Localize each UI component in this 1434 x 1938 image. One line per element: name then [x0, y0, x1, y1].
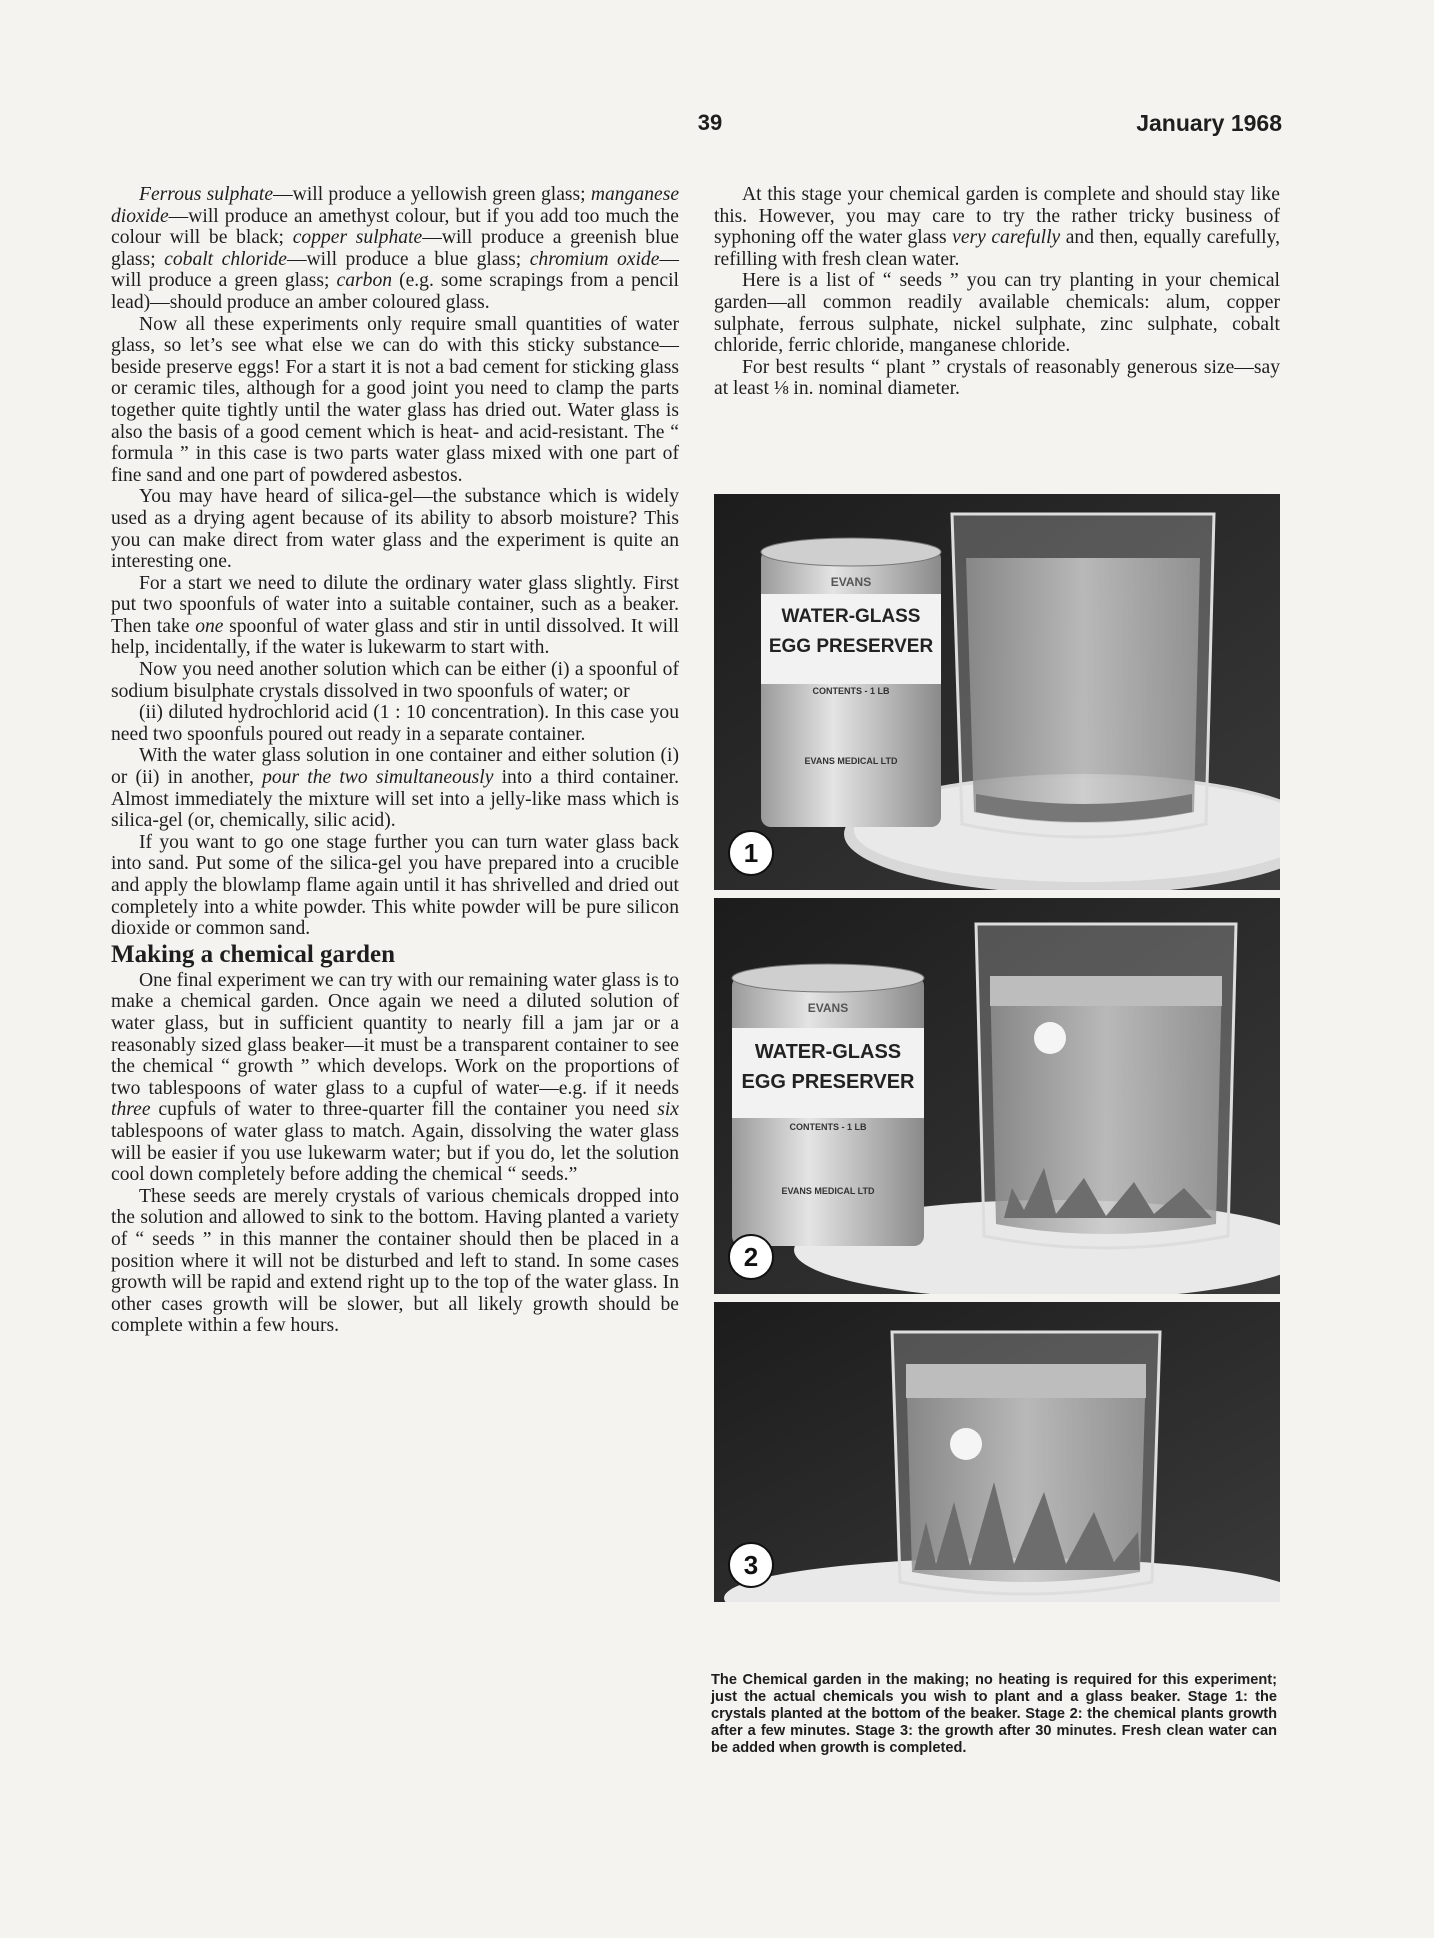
italic-term: six	[657, 1099, 679, 1121]
right-paragraph	[714, 270, 1280, 356]
right-column	[714, 184, 1280, 400]
stage-badge-2: 2	[728, 1234, 774, 1280]
text-run: —will produce a greenish blue glass;	[111, 227, 679, 270]
text-run: One final experiment we can try with our remaining water glass is to make a chemical garden. Once again we need a diluted solution of water glass, but in sufficient quantity to nearly fill a jam jar or a reasonably sized glass beaker—it must be a transparent container to see the chemical “ growth ” which develops. Work on the proportions of two tablespoons of water glass to a cupful of water—e.g. if it needs	[111, 969, 679, 1099]
text-run: and then, equally carefully, refilling with fresh clean water.	[714, 227, 1281, 270]
left-paragraph	[111, 486, 679, 572]
photo-3-illustration	[714, 1302, 1280, 1602]
italic-term: manganese dioxide	[111, 184, 680, 227]
stage-badge-1: 1	[728, 830, 774, 876]
right-paragraph	[714, 357, 1280, 400]
tin-line2-2: EGG PRESERVER	[741, 1071, 915, 1093]
text-run: —will produce a yellowish green glass;	[273, 184, 591, 205]
text-run: These seeds are merely crystals of various chemicals dropped into the solution and allowed to sink to the bottom. Having planted a variety of “ seeds ” in this manner the container should then be placed in a position where it will not be disturbed and left to stand. In some cases growth will be rapid and extend right up to the top of the water glass. In other cases growth will be slower, but all likely growth should be complete within a few hours.	[111, 1185, 679, 1337]
left-paragraph	[111, 745, 679, 831]
text-run: For a start we need to dilute the ordinary water glass slightly. First put two spoonfuls of water into a suitable container, such as a beaker. Then take	[111, 572, 679, 637]
italic-term: carbon	[336, 270, 393, 292]
photo-stack	[714, 494, 1280, 1610]
page-number: 39	[697, 110, 723, 135]
section-heading: Making a chemical garden	[111, 940, 396, 968]
text-run: For best results “ plant ” crystals of reasonably generous size—say at least ⅛ in. nominal diameter.	[714, 356, 1280, 400]
italic-term: copper sulphate	[292, 227, 423, 249]
right-paragraph	[714, 184, 1280, 270]
photo-2-illustration	[714, 898, 1280, 1294]
italic-term: chromium oxide	[529, 248, 660, 270]
section-paragraph	[111, 970, 679, 1186]
tin-line1-1: WATER-GLASS	[781, 606, 921, 627]
tin-contents-2: CONTENTS - 1 LB	[789, 1122, 867, 1132]
text-run: (e.g. some scrapings from a pencil lead)—should produce an amber coloured glass.	[111, 270, 679, 313]
text-run: —will produce a blue glass;	[286, 248, 530, 270]
italic-term: one	[195, 615, 224, 637]
left-paragraph	[111, 659, 679, 702]
tin-maker-1: EVANS MEDICAL LTD	[804, 756, 898, 766]
text-run: Now you need another solution which can be either (i) a spoonful of sodium bisulphate crystals dissolved in two spoonfuls of water; or	[111, 659, 679, 702]
page-date: January 1968	[1136, 110, 1282, 136]
text-run: spoonful of water glass and stir in until dissolved. It will help, incidentally, if the water is lukewarm to start with.	[111, 615, 679, 659]
text-run: If you want to go one stage further you can turn water glass back into sand. Put some of the silica-gel you have prepared into a crucible and apply the blowlamp flame again until it has shrivelled and dried out completely into a white powder. This white powder will be pure silicon dioxide or common sand.	[111, 831, 679, 940]
left-paragraph	[111, 184, 679, 314]
tin-maker-2: EVANS MEDICAL LTD	[781, 1186, 875, 1196]
text-run: —will produce a green glass;	[111, 248, 679, 292]
photo-1-illustration	[714, 494, 1280, 890]
photo-stage-1	[714, 494, 1280, 890]
right-paragraphs	[714, 184, 1280, 400]
text-run: —will produce an amethyst colour, but if you add too much the colour will be black;	[111, 205, 679, 249]
text-run: Here is a list of “ seeds ” you can try planting in your chemical garden—all common readily available chemicals: alum, copper sulphate, ferrous sulphate, nickel sulphate, zinc sulphate, cobalt chloride, ferric chloride, manganese chloride.	[714, 270, 1280, 357]
text-run: With the water glass solution in one container and either solution (i) or (ii) in another,	[111, 745, 679, 789]
text-run: You may have heard of silica-gel—the substance which is widely used as a drying agent because of its ability to absorb moisture? This you can make direct from water glass and the experiment is quite an interesting one.	[111, 486, 679, 573]
section-paragraphs	[111, 970, 679, 1337]
stage-badge-3: 3	[728, 1542, 774, 1588]
left-paragraph	[111, 832, 679, 940]
section-paragraph	[111, 1186, 679, 1337]
tin-line2-1: EGG PRESERVER	[768, 636, 934, 657]
italic-term: three	[111, 1099, 151, 1121]
text-run: cupfuls of water to three-quarter fill the container you need	[150, 1099, 658, 1121]
tin-brand-1: EVANS	[830, 575, 872, 589]
photo-caption: The Chemical garden in the making; no heating is required for this experiment; just the actual chemicals you wish to plant and a glass beaker. Stage 1: the crystals planted at the bottom of the beaker. Stage 2: the chemical plants growth after a few minutes. Stage 3: the growth after 30 minutes. Fresh clean water can be added when growth is completed.	[711, 1672, 1277, 1756]
left-paragraph	[111, 314, 679, 487]
tin-line1-2: WATER-GLASS	[754, 1041, 902, 1063]
text-run: into a third container. Almost immediately the mixture will set into a jelly-like mass which is silica-gel (or, chemically, silic acid).	[111, 767, 679, 832]
tin-contents-1: CONTENTS - 1 LB	[812, 686, 890, 696]
text-run: tablespoons of water glass to match. Again, dissolving the water glass will be easier if you use lukewarm water; but if you do, let the solution cool down completely before adding the chemical “ seeds.”	[111, 1120, 679, 1186]
left-column	[111, 184, 679, 1337]
photo-stage-3	[714, 1302, 1280, 1602]
italic-term: pour the two simultaneously	[262, 767, 494, 789]
text-run: Now all these experiments only require small quantities of water glass, so let’s see what else we can do with this sticky substance—beside preserve eggs! For a start it is not a bad cement for sticking glass or ceramic tiles, although for a good joint you need to clamp the parts together quite tightly until the water glass has dried out. Water glass is also the basis of a good cement which is heat- and acid-resistant. The “ formula ” in this case is two parts water glass mixed with one part of fine sand and one part of powdered asbestos.	[111, 313, 679, 486]
italic-term: cobalt chloride	[164, 248, 287, 270]
italic-term: very carefully	[952, 227, 1061, 249]
left-paragraphs	[111, 184, 679, 940]
photo-stage-2	[714, 898, 1280, 1294]
tin-brand-2: EVANS	[807, 1001, 849, 1015]
text-run: At this stage your chemical garden is complete and should stay like this. However, you may care to try the rather tricky business of syphoning off the water glass	[714, 184, 1280, 249]
left-paragraph	[111, 702, 679, 745]
italic-term: Ferrous sulphate	[139, 184, 274, 205]
text-run: (ii) diluted hydrochlorid acid (1 : 10 concentration). In this case you need two spoonfuls poured out ready in a separate container.	[111, 702, 679, 745]
left-paragraph	[111, 573, 679, 659]
